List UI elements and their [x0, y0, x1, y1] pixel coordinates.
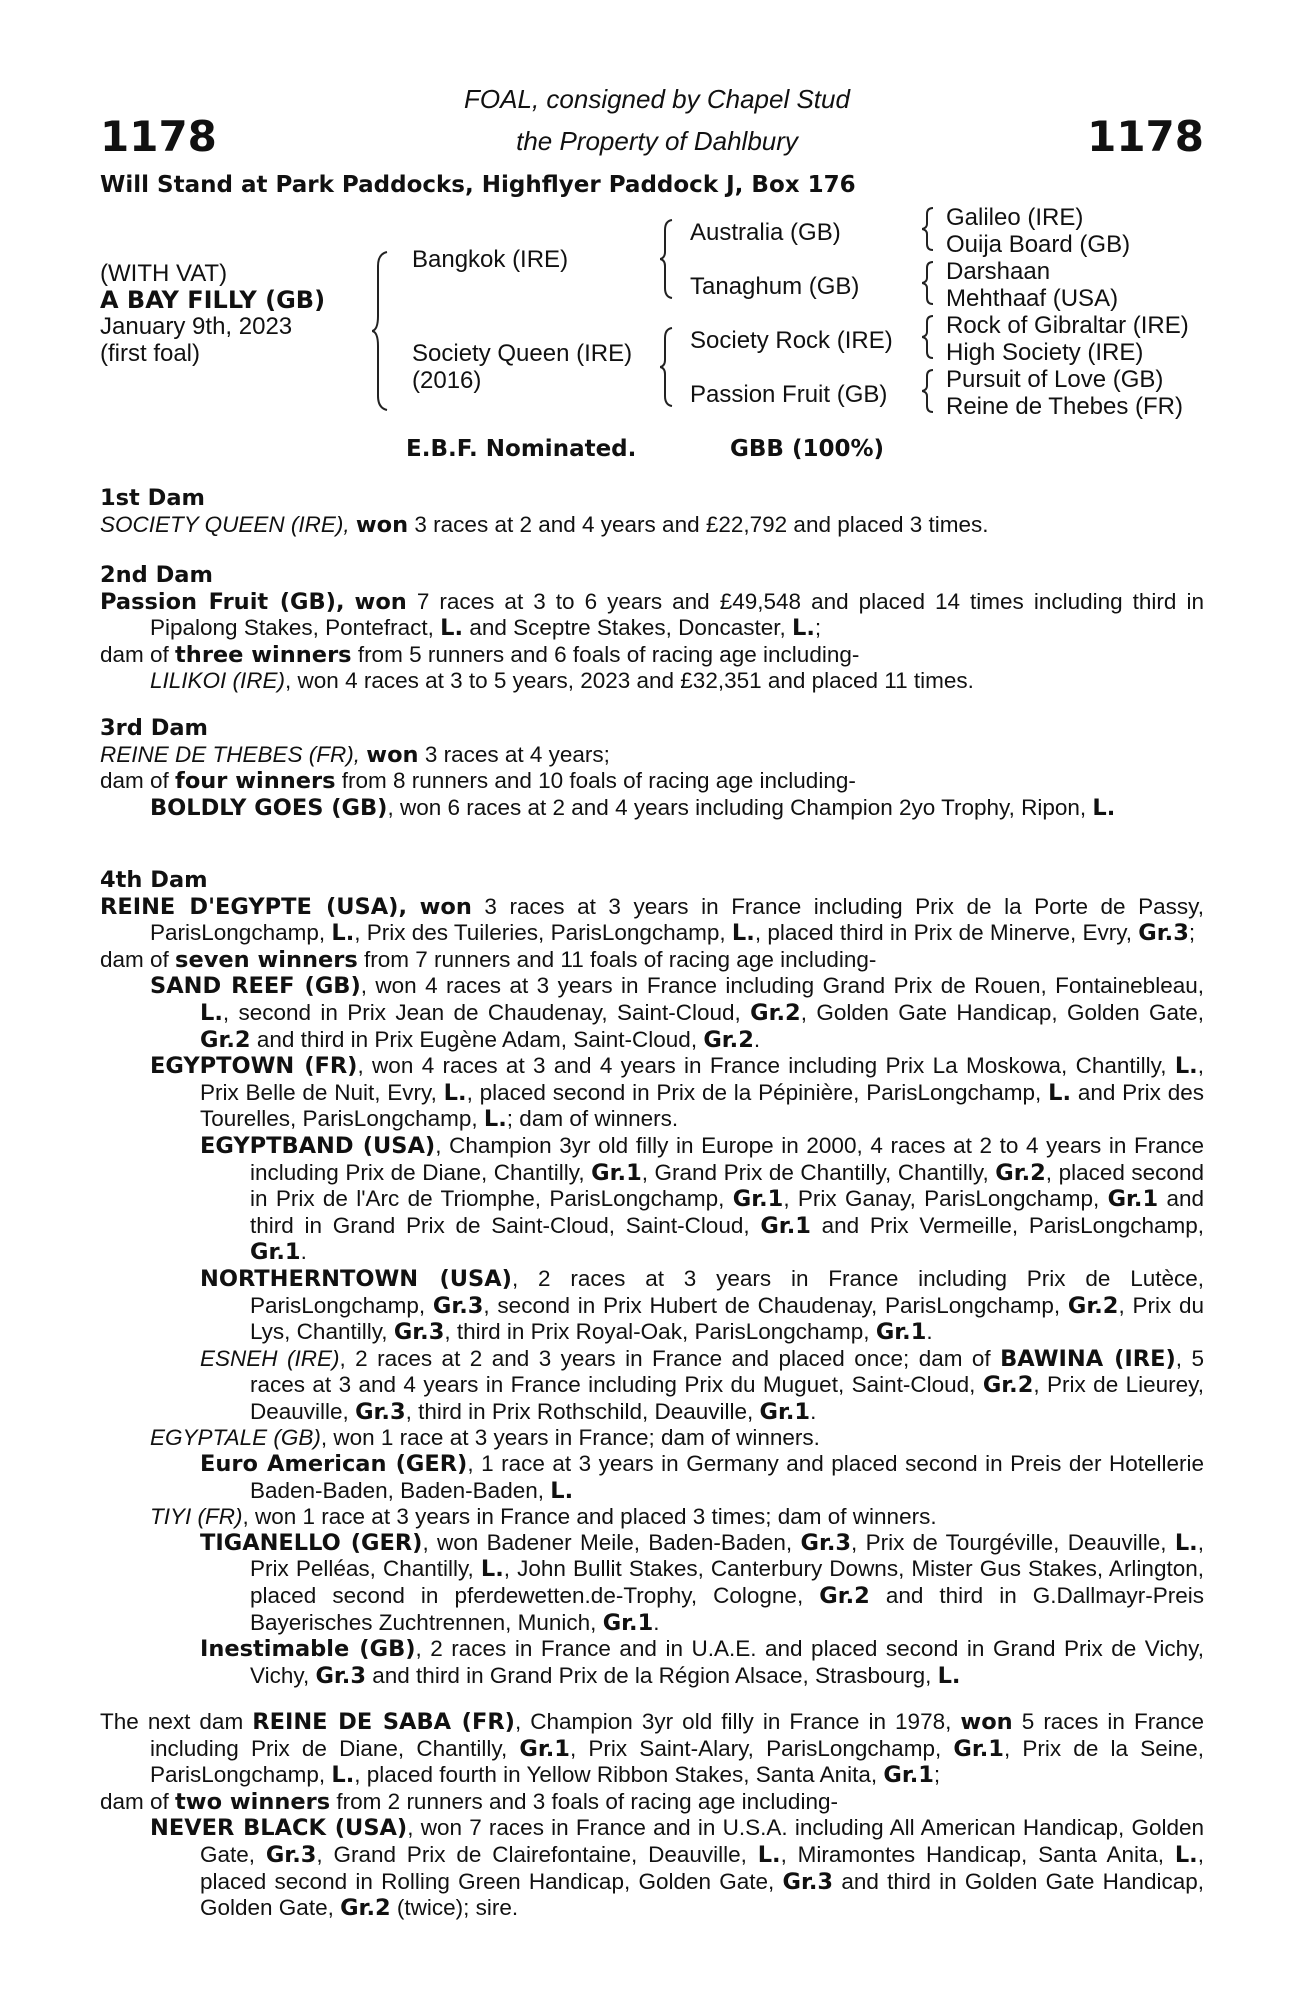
sire-sire: Australia (GB)	[690, 219, 841, 246]
progeny-name: TIGANELLO (GER)	[200, 1529, 423, 1556]
fourth-dam-produce	[100, 947, 1204, 974]
next-dam-record	[100, 1709, 1204, 1789]
text: , won 4 races at 3 years in France including Grand Prix de Rouen, Fontainebleau,	[360, 973, 1204, 999]
listed-mark: L.	[1174, 1529, 1198, 1556]
progeny-boldly-goes	[100, 795, 1204, 822]
text: , second in Prix Hubert de Chaudenay, ParisLongchamp,	[483, 1292, 1068, 1318]
group-mark: Gr.3	[315, 1662, 367, 1689]
text: , second in Prix Jean de Chaudenay, Saint-Cloud,	[222, 999, 751, 1025]
group-mark: Gr.1	[883, 1762, 934, 1789]
progeny-tiyi	[100, 1504, 1204, 1530]
text: 7 races at 3 to 6 years and £49,548 and placed 14 times including third in Pipalong Stakes, Pontefract,	[150, 588, 1204, 641]
winners-count: four winners	[175, 768, 336, 795]
text: .	[653, 1609, 660, 1635]
second-dam-produce	[100, 642, 1204, 669]
text: ;	[933, 1762, 941, 1788]
stand-location: Will Stand at Park Paddocks, Highflyer Paddock J, Box 176	[100, 172, 856, 198]
group-mark: Gr.3	[393, 1319, 445, 1346]
text: and third in Golden Gate Handicap, Golden Gate,	[200, 1868, 1204, 1921]
listed-mark: L.	[757, 1841, 781, 1868]
text: , 1 race at 3 years in Germany and placed second in Preis der Hotellerie Baden-Baden, Baden-Baden,	[250, 1451, 1204, 1503]
progeny-name: Euro American (GER)	[200, 1451, 468, 1478]
brace-g2	[922, 260, 936, 306]
text: and third in Grand Prix de la Région Alsace, Strasbourg,	[366, 1662, 938, 1688]
foal-note: (first foal)	[100, 340, 201, 367]
first-dam-heading: 1st Dam	[100, 485, 205, 511]
progeny-euro-american	[100, 1451, 1204, 1504]
progeny-name: EGYPTALE (GB)	[150, 1425, 321, 1451]
progeny-name: NEVER BLACK (USA)	[150, 1815, 408, 1842]
won-label: won	[366, 741, 419, 768]
text: , placed second in Prix de la Pépinière, ParisLongchamp,	[466, 1079, 1049, 1105]
text: , won 1 race at 3 years in France; dam of winners.	[320, 1425, 820, 1451]
progeny-name: BOLDLY GOES (GB)	[150, 794, 388, 821]
listed-mark: L.	[1174, 1841, 1198, 1868]
text: , Prix de Tourgéville, Deauville,	[851, 1529, 1175, 1555]
next-dam-name: REINE DE SABA (FR)	[252, 1709, 515, 1735]
first-dam-text: 3 races at 2 and 4 years and £22,792 and placed 3 times.	[408, 511, 989, 537]
fourth-dam-record	[100, 894, 1204, 947]
group-mark: Gr.2	[1067, 1292, 1119, 1319]
dam-sire: Society Rock (IRE)	[690, 327, 893, 354]
text: The next dam	[100, 1709, 253, 1734]
group-mark: Gr.1	[591, 1159, 642, 1186]
second-dam-record	[100, 589, 1204, 642]
property-line: the Property of Dahlbury	[516, 126, 798, 156]
progeny-northerntown	[100, 1266, 1204, 1346]
winners-count: three winners	[175, 641, 352, 668]
progeny-name: EGYPTOWN (FR)	[150, 1053, 358, 1080]
next-dam-section	[100, 1709, 1204, 1922]
fourth-dam-section	[100, 868, 1204, 1689]
first-dam-record	[100, 512, 1204, 539]
ancestor-6: High Society (IRE)	[946, 339, 1144, 366]
text: dam of	[100, 1788, 176, 1814]
group-mark: Gr.3	[355, 1398, 406, 1425]
progeny-sand-reef	[100, 973, 1204, 1053]
group-mark: Gr.1	[760, 1212, 811, 1239]
text: , Prix des Tuileries, ParisLongchamp,	[354, 920, 732, 946]
fourth-dam-name: REINE D'EGYPTE (USA),	[100, 893, 407, 920]
group-mark: Gr.2	[819, 1583, 870, 1610]
group-mark: Gr.1	[875, 1319, 927, 1346]
sire: Bangkok (IRE)	[412, 246, 569, 273]
first-dam-section	[100, 486, 1204, 538]
text: , 2 races at 2 and 3 years in France and placed once; dam of	[339, 1345, 1001, 1371]
text: from 8 runners and 10 foals of racing age including-	[335, 768, 856, 794]
dam: Society Queen (IRE)	[412, 340, 633, 367]
text: from 2 runners and 3 foals of racing age including-	[330, 1788, 838, 1814]
text: , won Badener Meile, Baden-Baden,	[422, 1529, 801, 1555]
ancestor-8: Reine de Thebes (FR)	[946, 393, 1183, 420]
progeny-esneh	[100, 1346, 1204, 1426]
second-dam-heading: 2nd Dam	[100, 562, 213, 588]
listed-mark: L.	[1092, 794, 1116, 821]
text: 3 races at 4 years;	[418, 741, 610, 767]
group-mark: Gr.1	[602, 1609, 654, 1636]
text: , Prix Ganay, ParisLongchamp,	[783, 1186, 1108, 1212]
text: , won 7 races in France and in U.S.A. including All American Handicap, Golden Gate,	[200, 1815, 1204, 1867]
pedigree-brace-sire	[660, 218, 676, 300]
text: , Champion 3yr old filly in France in 1978,	[514, 1709, 961, 1734]
group-mark: Gr.2	[750, 999, 801, 1026]
text: (twice); sire.	[390, 1895, 519, 1921]
group-mark: Gr.3	[782, 1868, 834, 1895]
progeny-name: Inestimable (GB)	[200, 1636, 416, 1663]
text: , 2 races in France and in U.A.E. and placed second in Grand Prix de Vichy, Vichy,	[250, 1636, 1204, 1688]
text: , Prix du Lys, Chantilly,	[250, 1292, 1204, 1345]
text: , Prix Pelléas, Chantilly,	[250, 1529, 1204, 1582]
text: 5 races in France including Prix de Diane, Chantilly,	[150, 1709, 1204, 1761]
listed-mark: L.	[937, 1662, 961, 1689]
ancestor-2: Ouija Board (GB)	[946, 231, 1131, 258]
progeny-tiganello	[100, 1530, 1204, 1636]
second-dam-name: Passion Fruit (GB),	[100, 588, 345, 615]
group-mark: Gr.1	[1107, 1186, 1159, 1213]
listed-mark: L.	[550, 1477, 574, 1504]
text: and Prix des Tourelles, ParisLongchamp,	[200, 1079, 1204, 1132]
winners-count: seven winners	[175, 946, 358, 973]
text: and third in G.Dallmayr-Preis Bayerisches Zuchtrennen, Munich,	[250, 1583, 1205, 1635]
group-mark: Gr.1	[732, 1186, 784, 1213]
third-dam-record	[100, 742, 1204, 769]
group-mark: Gr.1	[519, 1735, 570, 1762]
group-mark: Gr.3	[800, 1529, 852, 1556]
pedigree-brace-dam	[660, 326, 676, 408]
text: ; dam of winners.	[506, 1106, 679, 1132]
progeny-lilikoi	[100, 668, 1204, 694]
group-mark: Gr.1	[759, 1398, 811, 1425]
text: and third in Prix Eugène Adam, Saint-Cloud,	[250, 1026, 704, 1052]
lot-number-right: 1178	[1087, 112, 1204, 161]
progeny-name: NORTHERNTOWN (USA)	[200, 1265, 512, 1292]
text: , Golden Gate Handicap, Golden Gate,	[800, 999, 1204, 1025]
text: , placed third in Prix de Minerve, Evry,	[754, 920, 1139, 946]
group-mark: Gr.2	[982, 1372, 1034, 1399]
gbb-status: GBB (100%)	[730, 436, 885, 462]
ancestor-1: Galileo (IRE)	[946, 204, 1084, 231]
progeny-egyptale	[100, 1425, 1204, 1451]
text: , Prix de Lieurey, Deauville,	[250, 1372, 1204, 1424]
group-mark: Gr.1	[250, 1239, 301, 1266]
text: , placed second in Rolling Green Handicap, Golden Gate,	[200, 1841, 1204, 1894]
progeny-never-black	[100, 1815, 1204, 1921]
text: , 5 races at 3 and 4 years in France including Prix du Muguet, Saint-Cloud,	[250, 1345, 1204, 1398]
progeny-name: TIYI (FR)	[150, 1504, 243, 1530]
next-dam-produce	[100, 1789, 1204, 1816]
listed-mark: L.	[483, 1106, 507, 1133]
lot-number-left: 1178	[100, 112, 217, 161]
group-mark: Gr.2	[340, 1895, 391, 1922]
ancestor-7: Pursuit of Love (GB)	[946, 366, 1164, 393]
ancestor-5: Rock of Gibraltar (IRE)	[946, 312, 1189, 339]
text: dam of	[100, 768, 176, 794]
progeny-name: SAND REEF (GB)	[150, 973, 361, 1000]
fourth-dam-heading: 4th Dam	[100, 867, 208, 893]
text: dam of	[100, 946, 176, 972]
listed-mark: L.	[331, 920, 355, 947]
listed-mark: L.	[792, 615, 815, 642]
third-dam-name: REINE DE THEBES (FR),	[100, 741, 361, 767]
progeny-name: EGYPTBAND (USA)	[200, 1132, 436, 1159]
won-label: won	[419, 893, 472, 920]
text: , John Bullit Stakes, Canterbury Downs, Mister Gus Stakes, Arlington, placed second in pferdewetten.de-Trophy, Cologne,	[250, 1556, 1204, 1609]
second-dam-section	[100, 563, 1204, 694]
text: .	[810, 1398, 817, 1424]
ancestor-3: Darshaan	[946, 258, 1051, 285]
text: , Prix Saint-Alary, ParisLongchamp,	[569, 1735, 954, 1761]
third-dam-heading: 3rd Dam	[100, 715, 208, 741]
ebf-nomination: E.B.F. Nominated.	[406, 436, 637, 462]
progeny-inestimable	[100, 1636, 1204, 1689]
listed-mark: L.	[440, 615, 464, 642]
text: from 5 runners and 6 foals of racing age including-	[351, 641, 860, 667]
won-label: won	[960, 1709, 1013, 1735]
group-mark: Gr.2	[200, 1026, 251, 1053]
text: , Champion 3yr old filly in Europe in 2000, 4 races at 2 to 4 years in France including Prix de Diane, Chantilly,	[250, 1132, 1204, 1185]
text: , placed second in Prix de l'Arc de Triomphe, ParisLongchamp,	[250, 1159, 1204, 1212]
text: , Prix Belle de Nuit, Evry,	[200, 1053, 1204, 1105]
text: dam of	[100, 641, 176, 667]
first-dam-name: SOCIETY QUEEN (IRE),	[100, 511, 350, 537]
winners-count: two winners	[175, 1788, 331, 1815]
text: , won 6 races at 2 and 4 years including Champion 2yo Trophy, Ripon,	[387, 794, 1093, 820]
text: and third in Grand Prix de Saint-Cloud, Saint-Cloud,	[250, 1186, 1205, 1238]
text: , Grand Prix de Clairefontaine, Deauville,	[316, 1841, 758, 1867]
consignor-line: FOAL, consigned by Chapel Stud	[464, 84, 850, 114]
progeny-egyptband	[100, 1133, 1204, 1266]
listed-mark: L.	[731, 920, 755, 947]
won-label: won	[354, 588, 407, 615]
listed-mark: L.	[331, 1762, 355, 1789]
text: , Prix de la Seine, ParisLongchamp,	[150, 1735, 1204, 1788]
dam-year: (2016)	[412, 367, 482, 394]
text: ;	[814, 615, 822, 641]
text: , third in Prix Rothschild, Deauville,	[405, 1398, 760, 1424]
text: from 7 runners and 11 foals of racing age including-	[357, 946, 877, 972]
listed-mark: L.	[1174, 1053, 1198, 1080]
group-mark: Gr.3	[1138, 920, 1189, 947]
text: .	[926, 1319, 933, 1345]
third-dam-section	[100, 716, 1204, 821]
won-label: won	[355, 511, 409, 538]
listed-mark: L.	[200, 999, 223, 1026]
group-mark: Gr.2	[703, 1026, 754, 1053]
date-of-birth: January 9th, 2023	[100, 313, 293, 340]
dam-dam: Passion Fruit (GB)	[690, 381, 888, 408]
text: , third in Prix Royal-Oak, ParisLongchamp,	[444, 1319, 876, 1345]
text: , placed fourth in Yellow Ribbon Stakes, Santa Anita,	[354, 1762, 884, 1788]
brace-g1	[922, 206, 936, 252]
vat-note: (WITH VAT)	[100, 260, 228, 287]
text: , Miramontes Handicap, Santa Anita,	[780, 1841, 1175, 1867]
text: .	[300, 1239, 307, 1265]
brace-g4	[922, 368, 936, 414]
text: , won 4 races at 3 to 5 years, 2023 and £32,351 and placed 11 times.	[285, 668, 974, 694]
text: .	[753, 1026, 761, 1052]
text: and Sceptre Stakes, Doncaster,	[463, 615, 792, 641]
text: and Prix Vermeille, ParisLongchamp,	[810, 1212, 1205, 1238]
sire-dam: Tanaghum (GB)	[690, 273, 860, 300]
listed-mark: L.	[443, 1079, 467, 1106]
progeny-name: BAWINA (IRE)	[1000, 1345, 1176, 1372]
listed-mark: L.	[480, 1556, 504, 1583]
ancestor-4: Mehthaaf (USA)	[946, 285, 1119, 312]
pedigree-brace-main	[372, 250, 392, 412]
text: , Grand Prix de Chantilly, Chantilly,	[641, 1159, 996, 1185]
text: , 2 races at 3 years in France including Prix de Lutèce, ParisLongchamp,	[250, 1265, 1205, 1318]
listed-mark: L.	[1048, 1079, 1072, 1106]
third-dam-produce	[100, 768, 1204, 795]
group-mark: Gr.2	[995, 1159, 1046, 1186]
text: 3 races at 3 years in France including Prix de la Porte de Passy, ParisLongchamp,	[150, 893, 1204, 946]
text: ;	[1188, 920, 1196, 946]
progeny-name: ESNEH (IRE)	[200, 1345, 340, 1371]
group-mark: Gr.3	[265, 1841, 317, 1868]
text: , won 1 race at 3 years in France and placed 3 times; dam of winners.	[242, 1504, 937, 1530]
text: , won 4 races at 3 and 4 years in France including Prix La Moskowa, Chantilly,	[357, 1053, 1175, 1079]
horse-description: A BAY FILLY (GB)	[100, 286, 326, 314]
progeny-egyptown	[100, 1053, 1204, 1133]
brace-g3	[922, 314, 936, 360]
group-mark: Gr.3	[432, 1292, 484, 1319]
group-mark: Gr.1	[953, 1735, 1004, 1762]
progeny-name: LILIKOI (IRE)	[150, 668, 286, 694]
